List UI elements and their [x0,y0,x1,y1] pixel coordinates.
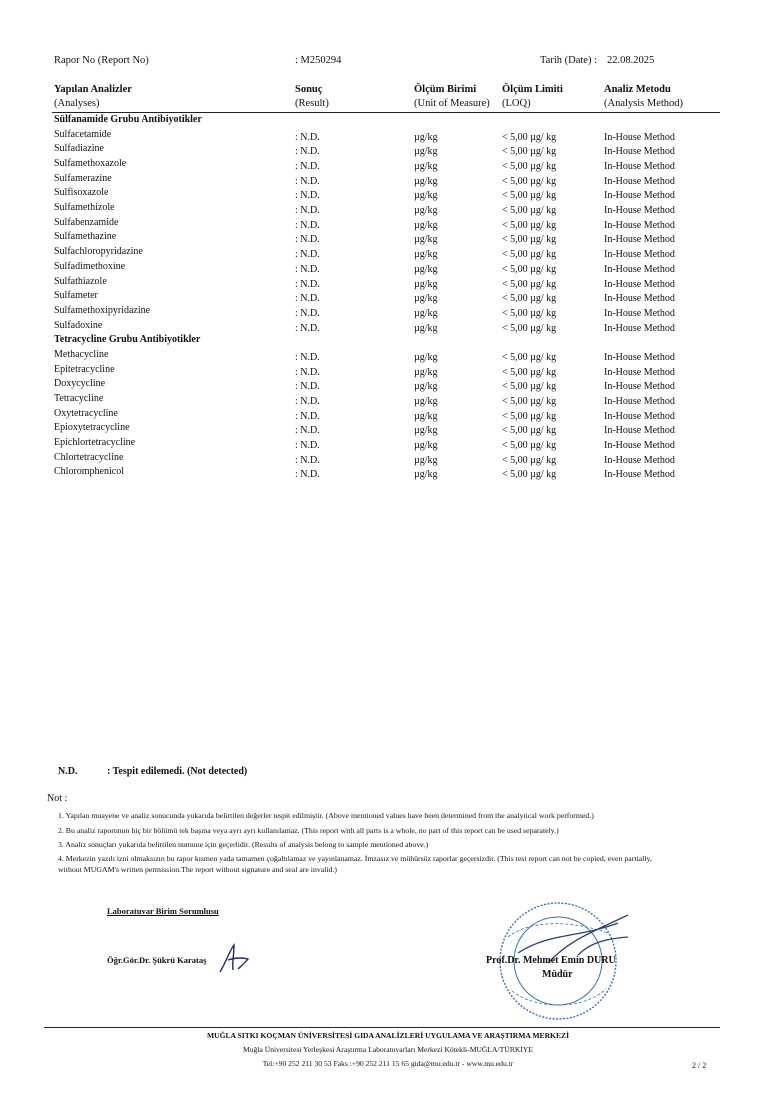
table-row [0,393,776,407]
result-value: : N.D. [295,205,320,216]
result-value: : N.D. [295,249,320,261]
header-rule [52,112,720,113]
loq-value: < 5,00 µg/ kg [502,263,557,275]
result-value: : N.D. [295,469,320,481]
method-value: In-House Method [604,322,675,334]
unit-value: µg/kg [414,160,438,172]
col-method-sub: (Analysis Method) [604,98,684,109]
method-value: In-House Method [604,381,675,393]
analysis-name: Sulfadimethoxine [54,260,126,272]
col-analyses-sub: (Analyses) [54,98,100,109]
table-row [0,320,776,334]
analysis-name: Methacycline [54,348,109,360]
loq-value: < 5,00 µg/ kg [502,278,557,290]
table-row [0,364,776,378]
page-number: 2 / 2 [692,1061,707,1070]
table-row [0,437,776,451]
col-loq-title: Ölçüm Limiti [502,84,563,95]
unit-value: µg/kg [414,219,438,231]
unit-value: µg/kg [414,263,438,275]
analysis-name: Sulfathiazole [54,275,107,287]
col-unit-title: Ölçüm Birimi [414,84,477,95]
unit-value: µg/kg [414,366,438,378]
method-value: In-House Method [604,351,675,363]
note-4: 4. Merkezin yazılı izni olmaksızın bu rapor kısmen yada tamamen çoğaltılamaz ve yayınlanamaz. İmzasız ve mühürsüz raporlar geçersizdir. (This test report can not be copied, even partially, [58,854,652,863]
loq-value: < 5,00 µg/ kg [502,293,557,305]
legend-text: : Tespit edilemedi. (Not detected) [107,766,248,777]
method-value: In-House Method [604,190,675,202]
result-value: : N.D. [295,234,320,246]
loq-value: < 5,00 µg/ kg [502,160,557,172]
col-method-title: Analiz Metodu [604,84,671,95]
unit-value: µg/kg [414,454,438,466]
table-row [0,422,776,436]
result-value: : N.D. [295,410,320,422]
table-row [0,173,776,187]
footer-address: Muğla Üniversitesi Yerleşkesi Araştırma Laboratuvarları Merkezi Kötekli-MUĞLA/TÜRKİYE [243,1045,533,1054]
loq-value: < 5,00 µg/ kg [502,146,557,158]
loq-value: < 5,00 µg/ kg [502,395,557,407]
report-no-label: Rapor No (Report No) [54,55,149,66]
table-row [0,408,776,422]
table-row [0,305,776,319]
method-value: In-House Method [604,131,675,143]
result-value: : N.D. [295,146,320,158]
footer-rule [44,1027,720,1028]
result-value: : N.D. [295,175,320,187]
analysis-name: Oxytetracycline [54,407,118,419]
unit-value: µg/kg [414,469,438,481]
loq-value: < 5,00 µg/ kg [502,425,557,437]
loq-value: < 5,00 µg/ kg [502,249,557,261]
result-value: : N.D. [295,440,320,451]
result-value: : N.D. [295,395,320,407]
analysis-name: Sulfadoxine [54,319,103,331]
loq-value: < 5,00 µg/ kg [502,410,557,422]
analysis-name: Sulfamerazine [54,172,112,184]
method-value: In-House Method [604,293,675,305]
method-value: In-House Method [604,234,675,246]
analysis-name: Sulfacetamide [54,128,112,140]
method-value: In-House Method [604,410,675,422]
report-no-value: : M250294 [295,55,342,66]
method-value: In-House Method [604,175,675,187]
note-4-cont: without MUGAM's written permission.The report without signature and seal are invalid.) [58,865,338,874]
unit-value: µg/kg [414,440,438,451]
table-row [0,231,776,245]
notes-title: Not : [47,793,68,804]
method-value: In-House Method [604,425,675,437]
result-value: : N.D. [295,131,320,143]
analysis-name: Tetracycline [54,392,104,404]
loq-value: < 5,00 µg/ kg [502,307,557,319]
director-title: Müdür [542,969,573,980]
result-value: : N.D. [295,351,320,363]
analysis-name: Doxycycline [54,378,106,390]
note-1: 1. Yapılan muayene ve analiz sonucunda yukarıda belirtilen değerler tespit edilmiştir. (Above mentioned values have been determined from the analytical work performed.) [58,811,594,820]
table-row [0,261,776,275]
table-row [0,129,776,143]
loq-value: < 5,00 µg/ kg [502,219,557,231]
footer-contact: Tel:+90 252 211 30 53 Faks :+90 252 211 15 65 gida@mu.edu.tr - www.mu.edu.tr [262,1059,514,1068]
col-result-sub: (Result) [295,98,329,109]
legend-abbr: N.D. [58,766,78,777]
method-value: In-House Method [604,219,675,231]
analysis-name: Sulfisoxazole [54,187,109,199]
result-value: : N.D. [295,278,320,290]
group-title: Sülfanamide Grubu Antibiyotikler [54,114,202,125]
unit-value: µg/kg [414,190,438,202]
table-row [0,217,776,231]
unit-value: µg/kg [414,381,438,393]
method-value: In-House Method [604,395,675,407]
unit-value: µg/kg [414,425,438,437]
table-row [0,349,776,363]
loq-value: < 5,00 µg/ kg [502,322,557,334]
analysis-name: Sulfamethazine [54,231,117,243]
method-value: In-House Method [604,160,675,172]
result-value: : N.D. [295,190,320,202]
method-value: In-House Method [604,263,675,275]
unit-value: µg/kg [414,146,438,158]
analysis-name: Sulfadiazine [54,143,104,155]
date-value: 22.08.2025 [607,55,655,66]
col-loq-sub: (LOQ) [502,98,531,109]
result-value: : N.D. [295,293,320,305]
loq-value: < 5,00 µg/ kg [502,234,557,246]
unit-value: µg/kg [414,175,438,187]
loq-value: < 5,00 µg/ kg [502,190,557,202]
method-value: In-House Method [604,146,675,158]
table-row [0,378,776,392]
result-value: : N.D. [295,425,320,437]
result-value: : N.D. [295,219,320,231]
loq-value: < 5,00 µg/ kg [502,366,557,378]
table-row [0,143,776,157]
analysis-name: Chlortetracycline [54,451,124,463]
table-row [0,187,776,201]
analysis-name: Sulfamethoxipyridazine [54,304,151,316]
loq-value: < 5,00 µg/ kg [502,440,557,451]
director-name: Prof.Dr. Mehmet Emin DURU [486,955,616,966]
method-value: In-House Method [604,249,675,261]
unit-value: µg/kg [414,293,438,305]
loq-value: < 5,00 µg/ kg [502,469,557,481]
col-unit-sub: (Unit of Measure) [414,98,490,109]
unit-value: µg/kg [414,131,438,143]
method-value: In-House Method [604,454,675,466]
method-value: In-House Method [604,469,675,481]
col-result-title: Sonuç [295,84,323,95]
result-value: : N.D. [295,454,320,466]
lab-signature [214,942,254,974]
analysis-name: Epichlortetracycline [54,437,136,448]
result-value: : N.D. [295,366,320,378]
result-value: : N.D. [295,381,320,393]
analysis-name: Sulfachloropyridazine [54,246,143,258]
result-value: : N.D. [295,160,320,172]
table-row [0,158,776,172]
note-3: 3. Analiz sonuçları yukarıda belirtilen numune için geçerlidir. (Results of analysis belong to sample mentioned above.) [58,840,429,849]
result-value: : N.D. [295,307,320,319]
table-row [0,276,776,290]
loq-value: < 5,00 µg/ kg [502,381,557,393]
loq-value: < 5,00 µg/ kg [502,454,557,466]
note-2: 2. Bu analiz raporunun hiç bir bölümü tek başına veya ayrı ayrı kullanılamaz. (This report with all parts is a whole, no part of this report can be used separately.) [58,826,559,835]
table-row [0,466,776,480]
result-value: : N.D. [295,322,320,334]
method-value: In-House Method [604,205,675,216]
analysis-name: Chloromphenicol [54,466,124,478]
table-row [0,246,776,260]
unit-value: µg/kg [414,249,438,261]
date-label: Tarih (Date) : [540,55,597,66]
lab-responsible-title: Laboratuvar Birim Sorumlusu [107,906,219,916]
unit-value: µg/kg [414,307,438,319]
result-value: : N.D. [295,263,320,275]
table-row [0,290,776,304]
analysis-name: Sulfamethizole [54,202,115,213]
unit-value: µg/kg [414,395,438,407]
table-row [0,202,776,216]
analysis-name: Epioxytetracycline [54,422,130,434]
loq-value: < 5,00 µg/ kg [502,131,557,143]
col-analyses-title: Yapılan Analizler [54,84,132,95]
group-title: Tetracycline Grubu Antibiyotikler [54,334,201,346]
unit-value: µg/kg [414,410,438,422]
method-value: In-House Method [604,440,675,451]
lab-responsible-name: Öğr.Gör.Dr. Şükrü Karataş [107,955,207,965]
loq-value: < 5,00 µg/ kg [502,175,557,187]
method-value: In-House Method [604,307,675,319]
footer-institution: MUĞLA SITKI KOÇMAN ÜNİVERSİTESİ GIDA ANALİZLERİ UYGULAMA VE ARAŞTIRMA MERKEZİ [206,1031,570,1040]
unit-value: µg/kg [414,205,438,216]
unit-value: µg/kg [414,234,438,246]
analysis-name: Sulfabenzamide [54,216,119,228]
loq-value: < 5,00 µg/ kg [502,351,557,363]
analysis-name: Sulfamethoxazole [54,157,127,169]
analysis-name: Epitetracycline [54,363,115,375]
unit-value: µg/kg [414,278,438,290]
table-row [0,452,776,466]
analysis-name: Sulfameter [54,290,98,302]
unit-value: µg/kg [414,322,438,334]
method-value: In-House Method [604,278,675,290]
unit-value: µg/kg [414,351,438,363]
method-value: In-House Method [604,366,675,378]
loq-value: < 5,00 µg/ kg [502,205,557,216]
